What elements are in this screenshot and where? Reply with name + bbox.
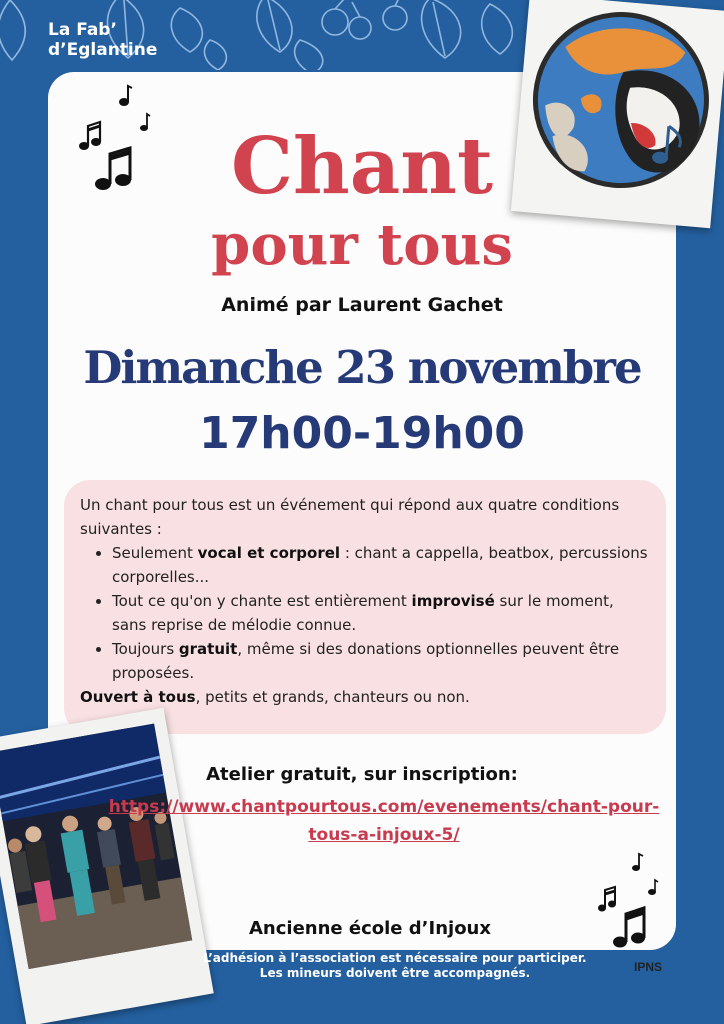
event-time: 17h00-19h00: [199, 408, 525, 459]
list-item: [112, 589, 650, 637]
info-box: [64, 480, 666, 734]
registration-link[interactable]: https://www.chantpourtous.com/evenements/chant-pour-tous-a-injoux-5/: [108, 797, 660, 845]
list-item: [112, 637, 650, 685]
org-line-2: d’Eglantine: [48, 40, 158, 60]
info-intro: Un chant pour tous est un événement qui répond aux quatre conditions suivantes :: [80, 496, 620, 538]
registration-label: Atelier gratuit, sur inscription:: [206, 764, 518, 785]
org-line-1: La Fab’: [48, 20, 117, 40]
event-date: Dimanche 23 novembre: [83, 341, 641, 394]
info-closing: [80, 685, 650, 709]
footer-note: [150, 951, 640, 981]
ipns-mark: IPNS: [634, 960, 663, 974]
animator-line: Animé par Laurent Gachet: [221, 294, 503, 316]
bullet-emphasis: gratuit: [178, 640, 238, 658]
footer-line-1: L’adhésion à l’association est nécessaire pour participer.: [203, 951, 587, 965]
closing-text: , petits et grands, chanteurs ou non.: [195, 688, 470, 706]
footer-line-2: Les mineurs doivent être accompagnés.: [259, 966, 531, 980]
bullet-text: sur le moment, sans reprise de mélodie connue.: [112, 592, 614, 634]
bullet-text: Toujours: [112, 640, 179, 658]
title-secondary: pour tous: [211, 212, 513, 278]
closing-emphasis: Ouvert à tous: [80, 688, 196, 706]
bullet-emphasis: vocal et corporel: [197, 544, 341, 562]
list-item: [112, 541, 650, 589]
organization-name: [48, 20, 157, 60]
bullet-emphasis: improvisé: [411, 592, 495, 610]
conditions-list: [80, 541, 650, 685]
event-location: Ancienne école d’Injoux: [249, 918, 491, 939]
title-main: Chant: [230, 121, 494, 212]
music-notes-icon: [596, 852, 676, 952]
bullet-text: Tout ce qu'on y chante est entièrement: [112, 592, 412, 610]
bullet-text: , même si des donations optionnelles peuvent être proposées.: [112, 640, 620, 682]
bullet-text: Seulement: [112, 544, 198, 562]
bullet-text: : chant a cappella, beatbox, percussions corporelles...: [112, 544, 648, 586]
